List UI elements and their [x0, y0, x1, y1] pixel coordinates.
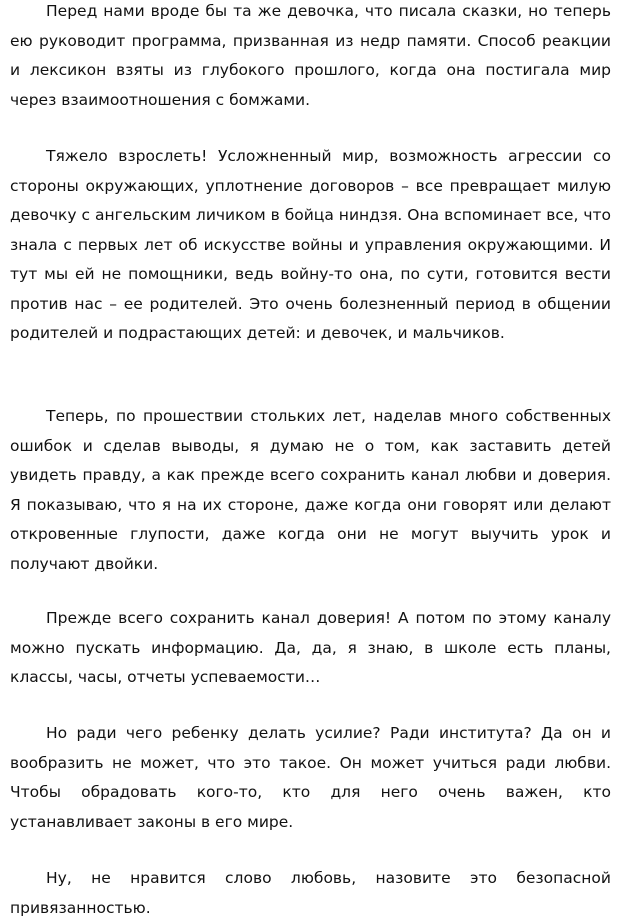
paragraph-1: Перед нами вроде бы та же девочка, что писала сказки, но теперь ею руководит программа, призванная из недр памяти. Способ реакции и лексикон взяты из глубокого прошлого, когда она постигала мир через взаимоотношения с бомжами. — [10, 2, 611, 109]
paragraph-6: Ну, не нравится слово любовь, назовите это безопасной привязанностью. — [10, 869, 611, 917]
paragraph-5: Но ради чего ребенку делать усилие? Ради института? Да он и вообразить не может, что это такое. Он может учиться ради любви. Чтобы обрадовать кого-то, кто для него очень важен, кто устанавливает законы в его мире. — [10, 724, 611, 831]
paragraph-3: Теперь, по прошествии стольких лет, наделав много собственных ошибок и сделав выводы, я думаю не о том, как заставить детей увидеть правду, а как прежде всего сохранить канал любви и доверия. Я показываю, что я на их стороне, даже когда они говорят или делают откровенные глупости, даже когда они не могут выучить урок и получают двойки. — [10, 407, 611, 573]
paragraph-2: Тяжело взрослеть! Усложненный мир, возможность агрессии со стороны окружающих, уплотнение договоров – все превращает милую девочку с ангельским личиком в бойца ниндзя. Она вспоминает все, что знала с первых лет об искусстве войны и управления окружающими. И тут мы ей не помощники, ведь войну-то она, по сути, готовится вести против нас – ее родителей. Это очень болезненный период в общении родителей и подрастающих детей: и девочек, и мальчиков. — [10, 147, 611, 342]
paragraph-4: Прежде всего сохранить канал доверия! А потом по этому каналу можно пускать информацию. Да, да, я знаю, в школе есть планы, классы, часы, отчеты успеваемости… — [10, 609, 611, 686]
